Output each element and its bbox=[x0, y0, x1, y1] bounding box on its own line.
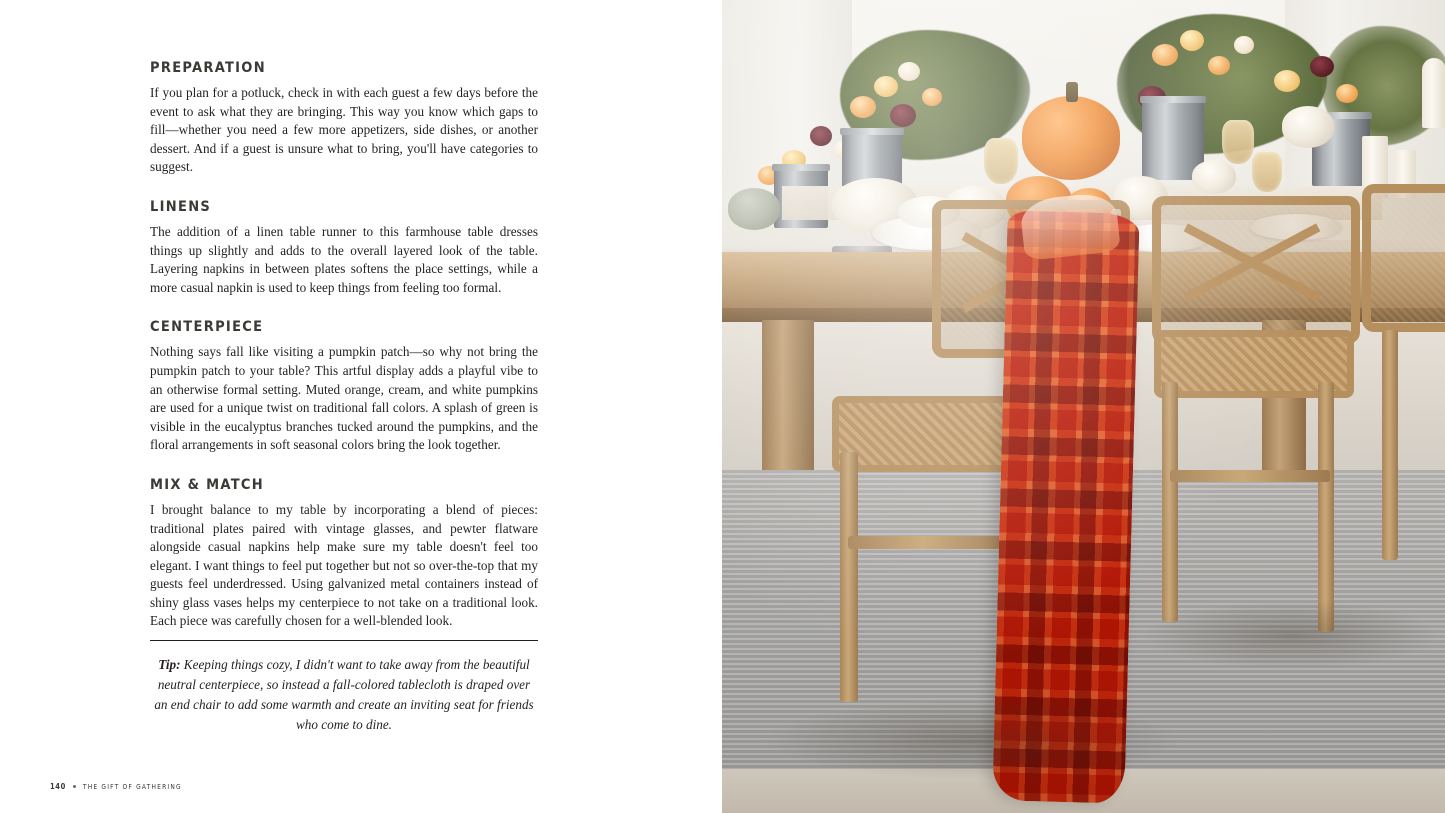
pumpkin-white-small bbox=[1192, 160, 1236, 194]
flower-burgundy bbox=[1310, 56, 1334, 77]
chair-leg bbox=[840, 452, 858, 702]
pumpkin-green bbox=[728, 188, 780, 230]
flower-cream bbox=[898, 62, 920, 81]
flower-orange bbox=[850, 96, 876, 118]
page-footer bbox=[50, 782, 182, 791]
running-head-book-title: THE GIFT OF GATHERING bbox=[82, 782, 182, 791]
text-column bbox=[150, 60, 538, 631]
flower-yellow bbox=[874, 76, 898, 97]
text-page bbox=[0, 0, 722, 813]
flower-yellow bbox=[1180, 30, 1204, 51]
tip-divider bbox=[150, 640, 538, 641]
flower-orange bbox=[922, 88, 942, 106]
flower-orange bbox=[1336, 84, 1358, 103]
bullet-dot-icon bbox=[73, 785, 76, 788]
section-body-linens: The addition of a linen table runner to this farmhouse table dresses things up slightly and adds to the overall layered look of the table. Layering napkins in between plates softens the place settings, while a more casual napkin is used to keep things from feeling too formal. bbox=[150, 223, 538, 295]
chair-leg bbox=[1318, 382, 1334, 632]
photo-page bbox=[722, 0, 1445, 813]
flower-orange bbox=[1208, 56, 1230, 75]
pumpkin-orange-large bbox=[1022, 96, 1120, 180]
pillar-candle bbox=[1422, 58, 1445, 128]
pumpkin-stem bbox=[1066, 82, 1078, 102]
flower-cream bbox=[1234, 36, 1254, 54]
section-heading-centerpiece: CENTERPIECE bbox=[150, 319, 264, 336]
tip-body: Keeping things cozy, I didn't want to take away from the beautiful neutral centerpiece, so instead a fall-colored tablecloth is draped over an end chair to add some warmth and create an inviting seat for friends who come to dine. bbox=[154, 657, 534, 732]
section-heading-preparation: PREPARATION bbox=[150, 60, 266, 76]
page-number: 140 bbox=[50, 782, 66, 791]
vintage-goblet bbox=[1252, 152, 1282, 192]
flower-burgundy bbox=[810, 126, 832, 146]
vintage-goblet bbox=[984, 138, 1018, 184]
flower-burgundy bbox=[890, 104, 916, 127]
flower-orange bbox=[1152, 44, 1178, 66]
tip-block bbox=[150, 640, 538, 735]
section-heading-mix-and-match: MIX & MATCH bbox=[150, 476, 264, 493]
flower-yellow bbox=[1274, 70, 1300, 92]
section-body-preparation: If you plan for a potluck, check in with each guest a few days before the event to ask what they are bringing. This way you know which gaps to fill—whether you need a few more appetizers, side dishes, or another dessert. And if a guest is unsure what to bring, you'll have categories to suggest. bbox=[150, 85, 538, 175]
tip-text bbox=[150, 655, 538, 735]
cross-back-chair-far-right-back bbox=[1362, 184, 1445, 332]
chair-shadow bbox=[762, 700, 1182, 780]
chair-shadow bbox=[1142, 600, 1442, 670]
chair-leg bbox=[1162, 382, 1178, 622]
chair-stretcher bbox=[1170, 470, 1330, 482]
section-body-centerpiece: Nothing says fall like visiting a pumpkin patch—so why not bring the pumpkin patch to your table? This artful display adds a playful vibe to an otherwise formal setting. Muted orange, cream, and white pumpkins are used for a unique twist on traditional fall colors. A splash of green is visible in the eucalyptus branches tucked around the pumpkins, and the floral arrangements in soft seasonal colors bring the look together. bbox=[150, 344, 538, 453]
tip-label: Tip: bbox=[158, 657, 181, 672]
chair-leg bbox=[1382, 330, 1398, 560]
chair-stretcher bbox=[848, 536, 1014, 549]
tablescape-photograph bbox=[722, 0, 1445, 813]
section-body-mix-and-match: I brought balance to my table by incorporating a blend of pieces: traditional plates paired with vintage glasses, and pewter flatware alongside casual napkins help make sure my table doesn't feel too elegant. I want things to feel put together but not so over-the-top that my guests feel underdressed. Using galvanized metal containers instead of shiny glass vases helps my centerpiece to not take on a traditional look. Each piece was carefully chosen for a well-blended look. bbox=[150, 501, 538, 629]
vintage-goblet bbox=[1222, 120, 1254, 164]
pumpkin-white bbox=[1282, 106, 1334, 148]
section-heading-linens: LINENS bbox=[150, 198, 212, 215]
